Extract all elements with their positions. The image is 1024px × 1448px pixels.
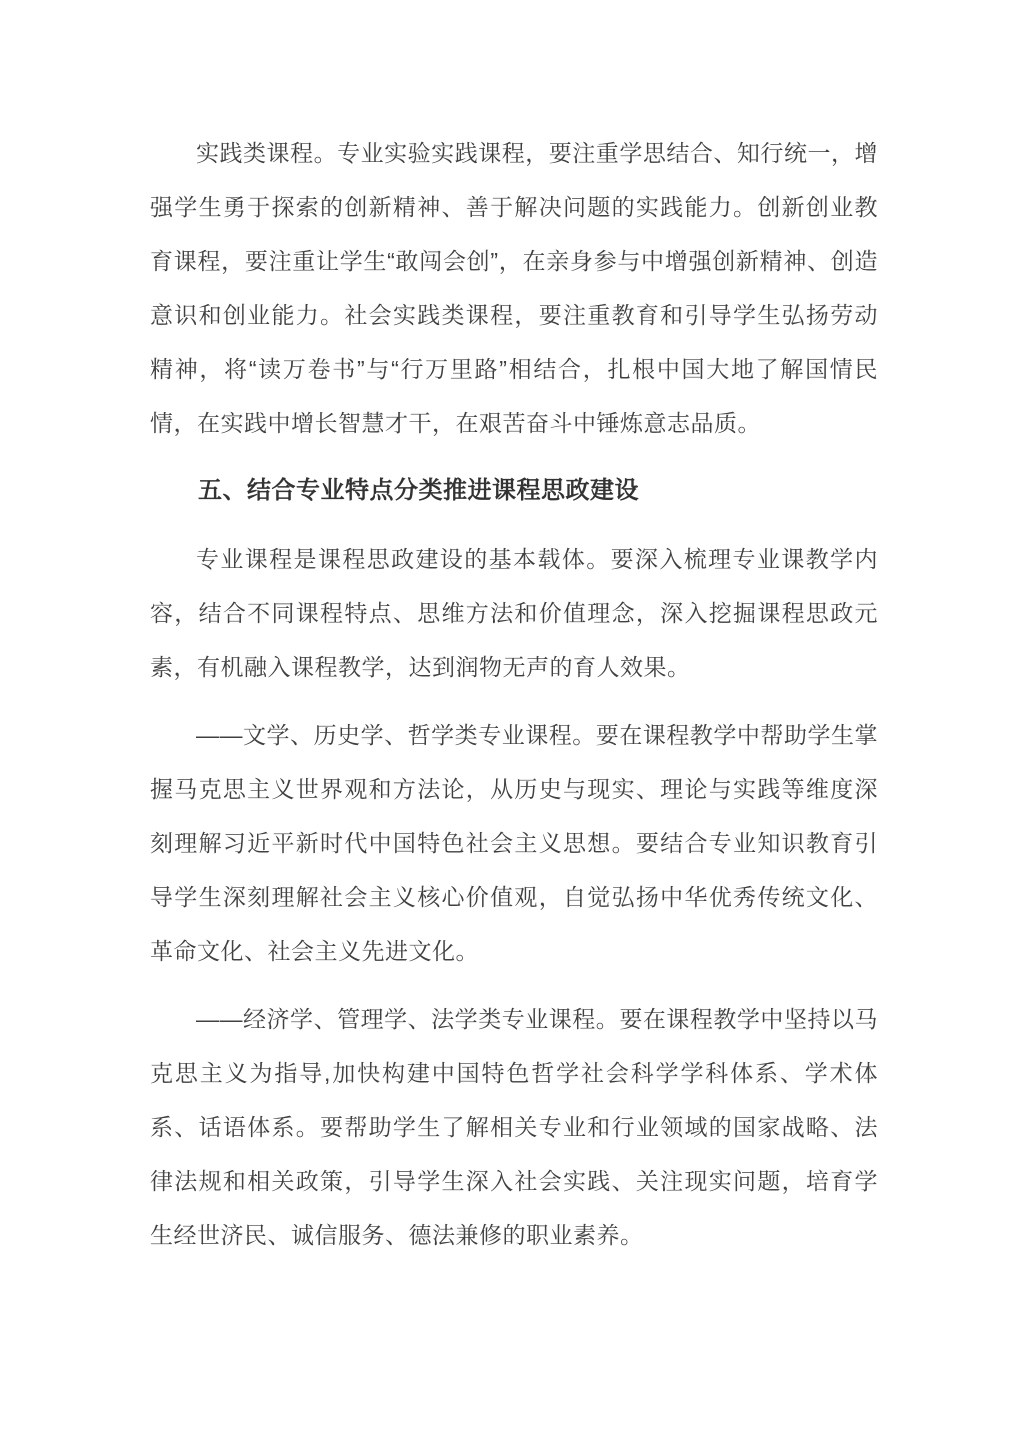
section-heading-5: 五、结合专业特点分类推进课程思政建设 (198, 477, 639, 504)
paragraph-literature-history-philosophy: ——文学、历史学、哲学类专业课程。要在课程教学中帮助学生掌握马克思主义世界观和方法论，从历史与现实、理论与实践等维度深刻理解习近平新时代中国特色社会主义思想。要结合专业知识教育引导学生深刻理解社会主义核心价值观，自觉弘扬中华优秀传统文化、革命文化、社会主义先进文化。 (150, 722, 878, 964)
paragraph-economics-management-law: ——经济学、管理学、法学类专业课程。要在课程教学中坚持以马克思主义为指导,加快构建中国特色哲学社会科学学科体系、学术体系、话语体系。要帮助学生了解相关专业和行业领域的国家战略、法律法规和相关政策，引导学生深入社会实践、关注现实问题，培育学生经世济民、诚信服务、德法兼修的职业素养。 (150, 1006, 878, 1248)
paragraph-practice-courses: 实践类课程。专业实验实践课程，要注重学思结合、知行统一，增强学生勇于探索的创新精神、善于解决问题的实践能力。创新创业教育课程，要注重让学生“敢闯会创”，在亲身参与中增强创新精神、创造意识和创业能力。社会实践类课程，要注重教育和引导学生弘扬劳动精神，将“读万卷书”与“行万里路”相结合，扎根中国大地了解国情民情，在实践中增长智慧才干，在艰苦奋斗中锤炼意志品质。 (150, 140, 878, 436)
paragraph-professional-courses-intro: 专业课程是课程思政建设的基本载体。要深入梳理专业课教学内容，结合不同课程特点、思维方法和价值理念，深入挖掘课程思政元素，有机融入课程教学，达到润物无声的育人效果。 (150, 546, 878, 680)
